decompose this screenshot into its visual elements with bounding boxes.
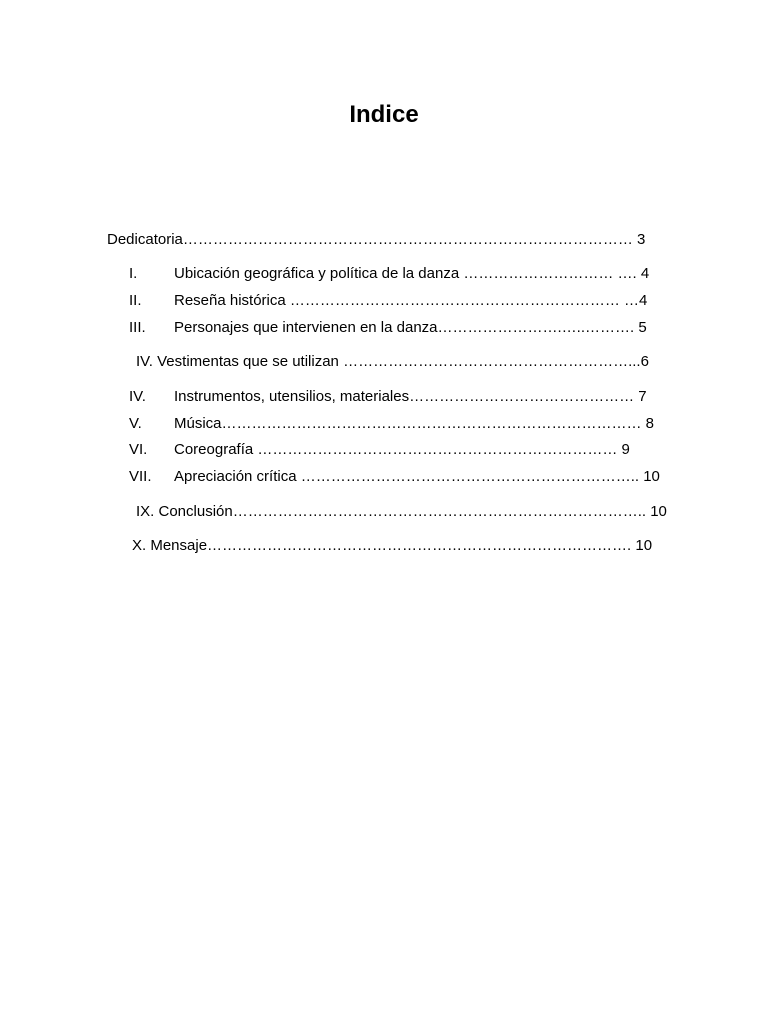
- toc-entry-number: VII.: [129, 468, 152, 485]
- toc-entry-dedicatoria: [107, 230, 645, 250]
- toc-entry-number: V.: [129, 415, 142, 432]
- toc-entry-number: II.: [129, 292, 142, 309]
- toc-entry-text: Personajes que intervienen en la danza…………………….…..………. 5: [174, 319, 647, 336]
- toc-entry-number: III.: [129, 319, 146, 336]
- toc-entry-text: Dedicatoria……………………………………………………………………………… 3: [107, 231, 646, 248]
- page-title: Indice: [349, 101, 419, 128]
- toc-entry-4: [136, 352, 649, 372]
- toc-entry-number: IV.: [129, 388, 146, 405]
- toc-entry-5: [129, 387, 647, 407]
- toc-entry-text: IX. Conclusión……………………………………………………………………….. 10: [136, 503, 667, 520]
- toc-entry-8: [129, 467, 660, 487]
- toc-entry-text: Música………………………………………………………………………… 8: [174, 415, 655, 432]
- toc-entry-1: [129, 264, 649, 284]
- toc-entry-6: [129, 414, 654, 434]
- toc-entry-text: X. Mensaje…………………………………………………………………………. 10: [132, 537, 653, 554]
- toc-entry-2: [129, 291, 647, 311]
- toc-entry-text: Apreciación crítica ………………………………………………………….. 10: [174, 468, 660, 485]
- toc-entry-text: Instrumentos, utensilios, materiales……………………………………… 7: [174, 388, 647, 405]
- toc-entry-7: [129, 440, 630, 460]
- toc-entry-10: [132, 536, 652, 556]
- toc-entry-text: Coreografía ……………………………………………………………… 9: [174, 441, 630, 458]
- toc-entry-number: I.: [129, 265, 138, 282]
- toc-entry-number: VI.: [129, 441, 148, 458]
- toc-entry-text: Ubicación geográfica y política de la danza ………………………… …. 4: [174, 265, 650, 282]
- toc-entry-text: IV. Vestimentas que se utilizan …………………………………………………...6: [136, 353, 649, 370]
- toc-entry-text: Reseña histórica ………………………………………………………… …4: [174, 292, 648, 309]
- toc-entry-9: [136, 502, 667, 522]
- toc-entry-3: [129, 318, 647, 338]
